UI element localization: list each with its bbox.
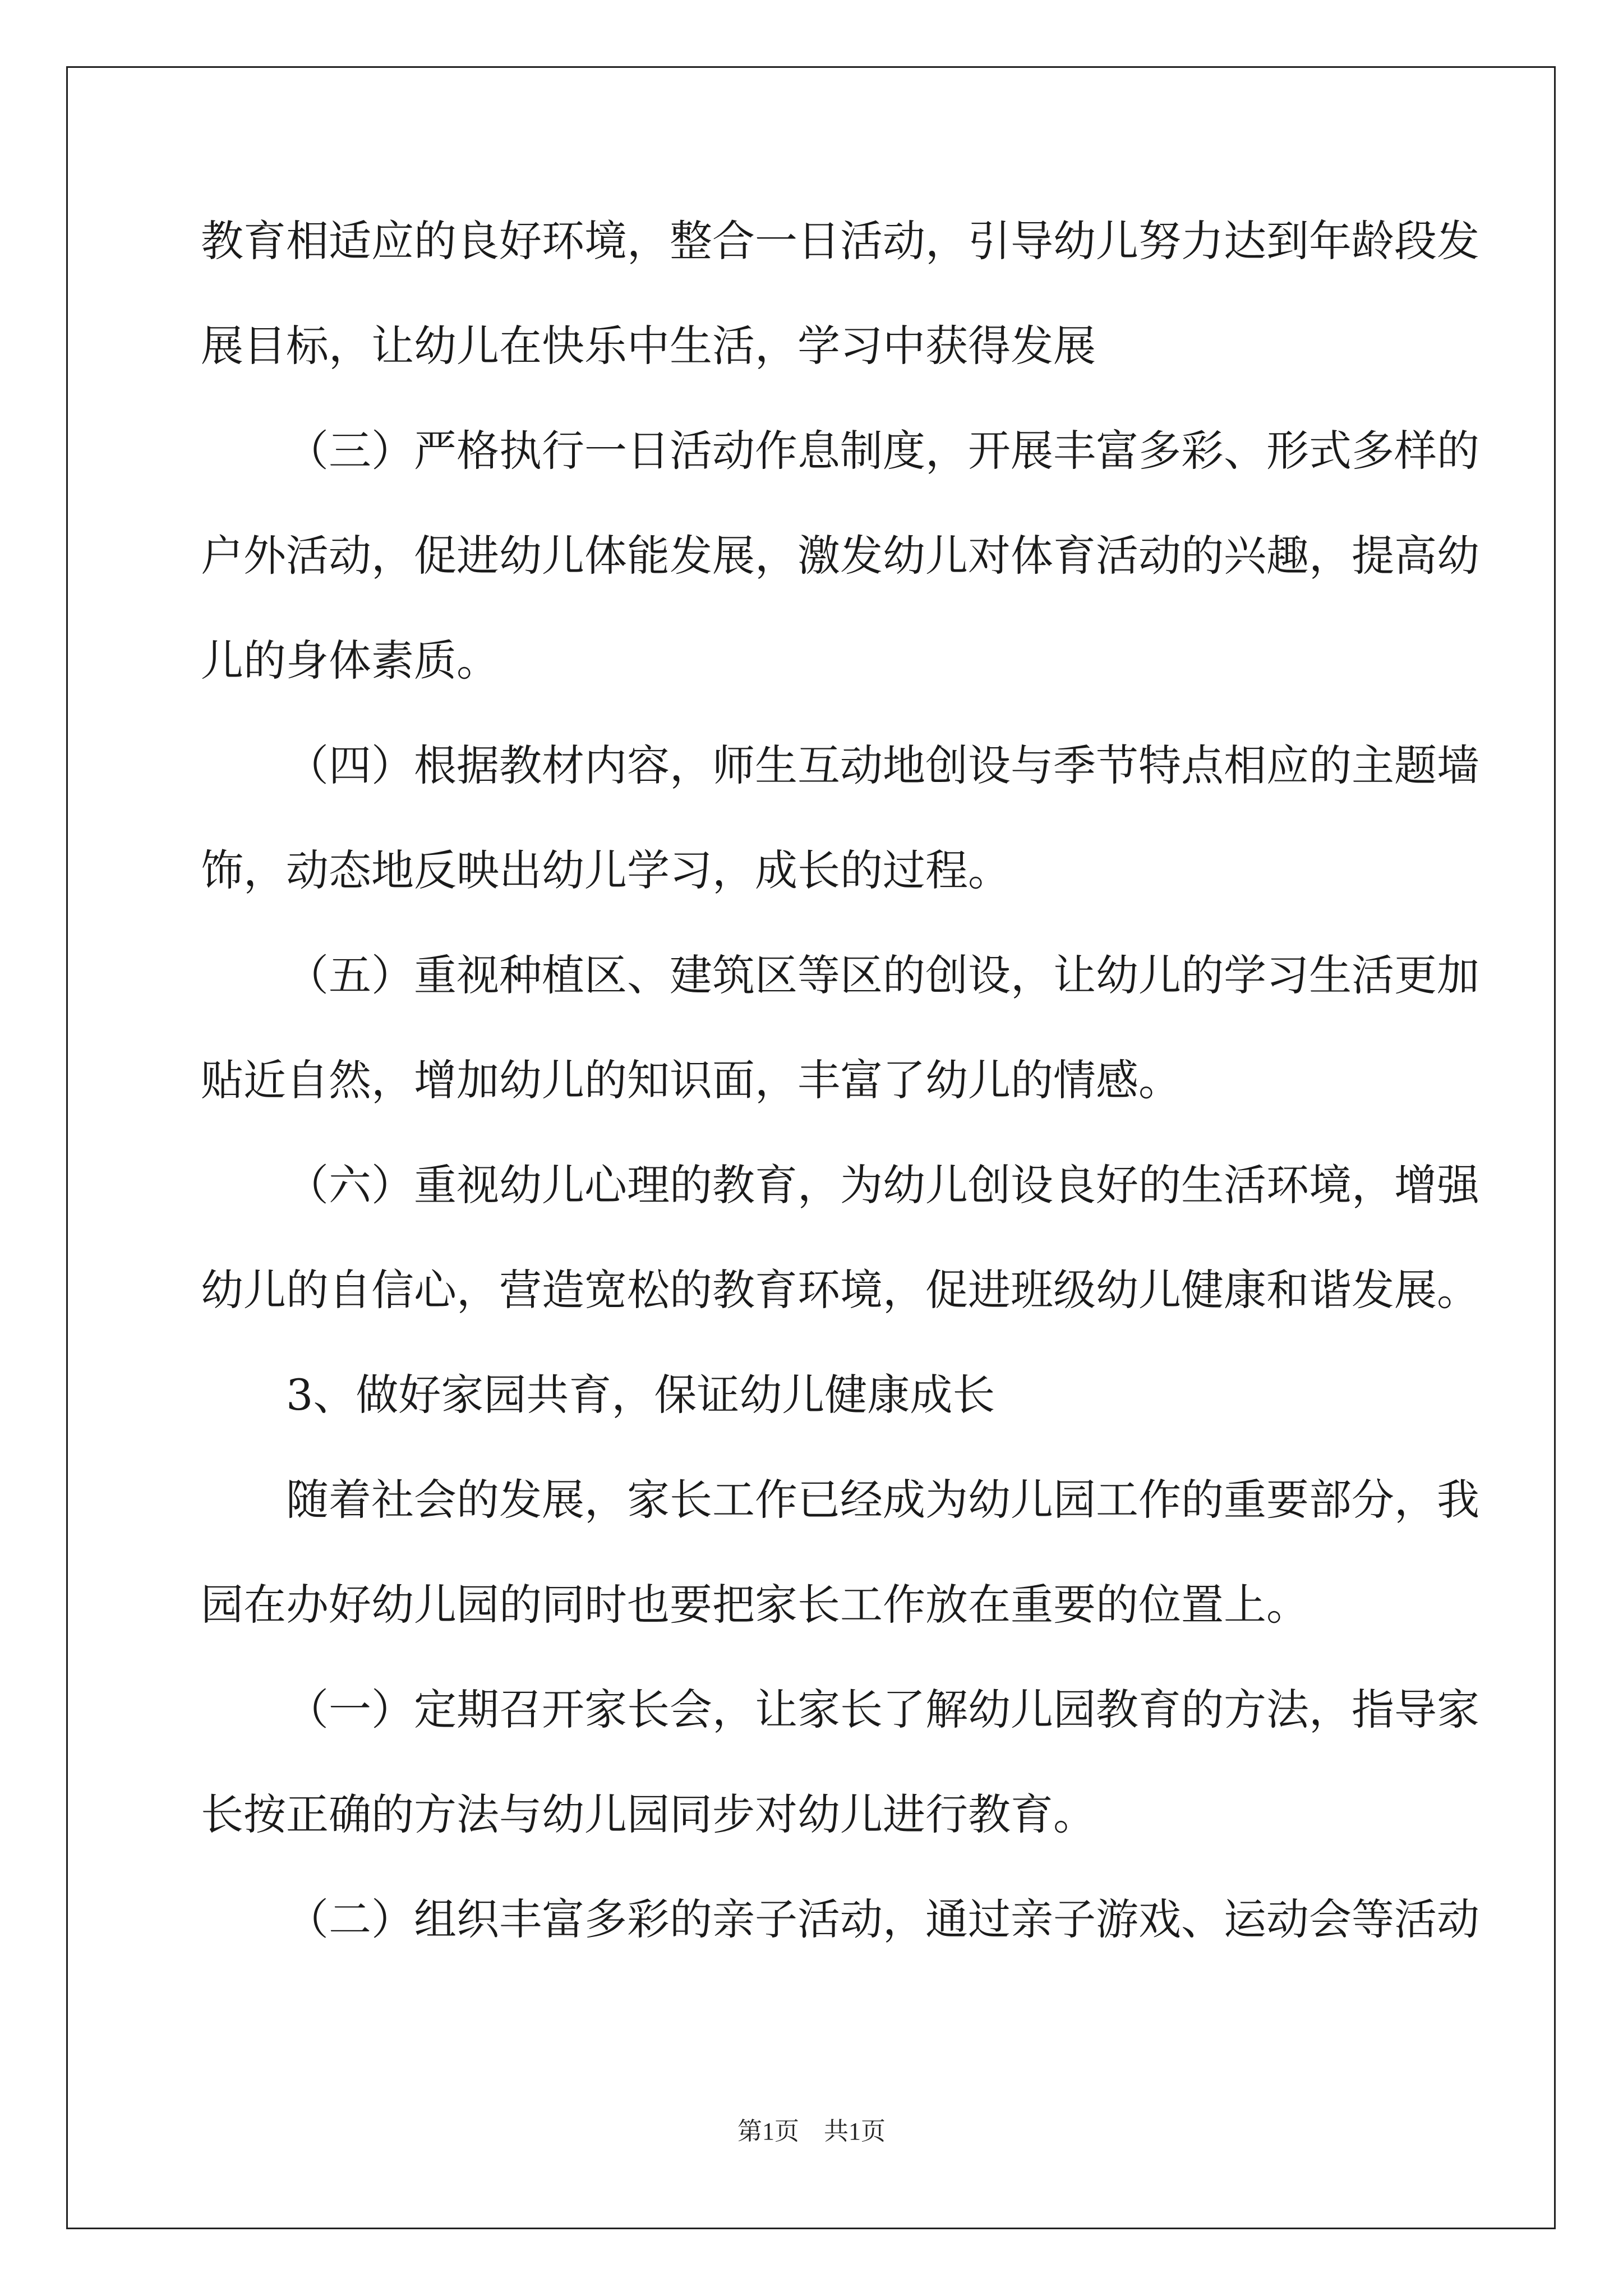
text-line: 园在办好幼儿园的同时也要把家长工作放在重要的位置上。 bbox=[201, 1580, 1309, 1630]
text-line: （一）定期召开家长会，让家长了解幼儿园教育的方法，指导家 bbox=[286, 1685, 1479, 1734]
text-line: 户外活动，促进幼儿体能发展，激发幼儿对体育活动的兴趣，提高幼 bbox=[201, 531, 1479, 581]
page-number: 第1页 共1页 bbox=[737, 2118, 886, 2145]
text-line: 教育相适应的良好环境，整合一日活动，引导幼儿努力达到年龄段发 bbox=[201, 216, 1479, 266]
text-line: （五）重视种植区、建筑区等区的创设，让幼儿的学习生活更加 bbox=[286, 950, 1479, 1000]
text-line: 贴近自然，增加幼儿的知识面，丰富了幼儿的情感。 bbox=[201, 1055, 1181, 1105]
text-line: 长按正确的方法与幼儿园同步对幼儿进行教育。 bbox=[201, 1789, 1096, 1839]
section-heading: 3、做好家园共育，保证幼儿健康成长 bbox=[286, 1370, 995, 1420]
text-line: （六）重视幼儿心理的教育，为幼儿创设良好的生活环境，增强 bbox=[286, 1160, 1479, 1210]
text-line: 随着社会的发展，家长工作已经成为幼儿园工作的重要部分，我 bbox=[286, 1475, 1479, 1525]
text-line: 儿的身体素质。 bbox=[201, 636, 499, 685]
text-line: 展目标，让幼儿在快乐中生活，学习中获得发展 bbox=[201, 321, 1096, 371]
text-line: （三）严格执行一日活动作息制度，开展丰富多彩、形式多样的 bbox=[286, 426, 1479, 476]
text-line: 幼儿的自信心，营造宽松的教育环境，促进班级幼儿健康和谐发展。 bbox=[201, 1265, 1479, 1315]
text-line: 饰，动态地反映出幼儿学习，成长的过程。 bbox=[201, 845, 1011, 895]
text-line: （二）组织丰富多彩的亲子活动，通过亲子游戏、运动会等活动 bbox=[286, 1894, 1479, 1944]
text-line: （四）根据教材内容，师生互动地创设与季节特点相应的主题墙 bbox=[286, 740, 1479, 790]
